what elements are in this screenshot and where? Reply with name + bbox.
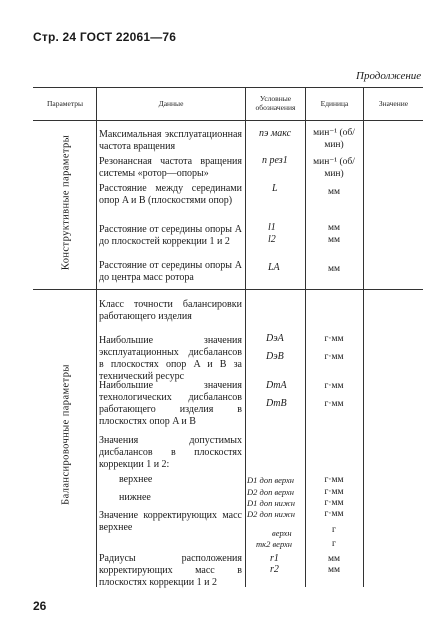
row-radius-symbol-2: r2 [270, 564, 279, 575]
row-technological-unbalance-text: Наибольшие значения технологических дисбалансов работающего изделия в плоскостях опор A и B [99, 380, 242, 427]
row-radius-unit-2: мм [327, 565, 341, 575]
row-mass-symbol-2: mк2 верхн [256, 539, 293, 549]
row-technological-unbalance-symbol-2: DтB [266, 398, 287, 409]
col-divider-2 [245, 87, 246, 587]
row-perm-symbol-4: D2 доп нижн [247, 509, 296, 519]
row-perm-symbol-2: D2 доп верхн [247, 487, 294, 497]
row-perm-unit-4: г·мм [324, 509, 344, 519]
row-distance-corr-symbol-2: l2 [268, 234, 276, 245]
group-balance-label: Балансировочные параметры [60, 364, 72, 505]
row-accuracy-class-text: Класс точности балансировки работающего изделия [99, 299, 242, 322]
col-divider-1 [96, 87, 97, 587]
row-resonance-symbol: n рез1 [262, 155, 288, 166]
row-perm-symbol-1: D1 доп верхн [247, 475, 294, 485]
row-operational-unbalance-symbol-1: DэA [266, 333, 284, 344]
row-operational-unbalance-symbol-2: DэB [266, 351, 284, 362]
row-operational-unbalance-unit-2: г·мм [324, 352, 344, 362]
group-construct-label: Конструктивные параметры [60, 134, 72, 271]
row-max-speed-symbol: nэ макс [259, 128, 292, 139]
row-max-speed-unit: мин⁻¹ (об/мин) [313, 128, 355, 150]
row-mass-unit-2: г [332, 539, 336, 549]
row-distance-corr-symbol-1: l1 [268, 222, 276, 233]
row-mass-center-symbol: LA [268, 262, 280, 273]
continuation-label: Продолжение [356, 70, 422, 82]
row-mass-center-text: Расстояние от середины опоры A до центра масс ротора [99, 260, 242, 283]
row-distance-ab-text: Расстояние между серединами опор A и B (плоскостями опор) [99, 183, 242, 206]
row-distance-corr-text: Расстояние от середины опоры A до плоскостей коррекции 1 и 2 [99, 224, 242, 247]
row-technological-unbalance-unit-2: г·мм [324, 399, 344, 409]
row-operational-unbalance-text: Наибольшие значения эксплуатационных дисбалансов в плоскостях опор A и B за технический ресурс [99, 335, 242, 382]
row-perm-unit-3: г·мм [324, 498, 344, 508]
row-mass-symbol-1: верхн [272, 528, 292, 538]
row-resonance-text: Резонансная частота вращения системы «ротор—опоры» [99, 156, 242, 179]
row-distance-ab-symbol: L [272, 183, 278, 194]
group-divider [33, 289, 423, 290]
page-header: Стр. 24 ГОСТ 22061—76 [33, 30, 177, 44]
row-distance-ab-unit: мм [327, 187, 341, 197]
row-upper-label: верхнее [119, 474, 153, 485]
row-radius-symbol-1: r1 [270, 553, 279, 564]
row-perm-unit-1: г·мм [324, 475, 344, 485]
row-operational-unbalance-unit-1: г·мм [324, 334, 344, 344]
header-params: Параметры [46, 99, 84, 108]
header-symbols: Условные обозначения [255, 94, 296, 112]
row-correcting-mass-text: Значение корректирующих масс верхнее [99, 510, 242, 533]
row-technological-unbalance-symbol-1: DтA [266, 380, 287, 391]
row-distance-corr-unit-1: мм [327, 223, 341, 233]
row-mass-unit-1: г [332, 525, 336, 535]
page-number: 26 [33, 599, 47, 613]
table-header-rule [33, 120, 423, 121]
row-radius-text: Радиусы расположения корректирующих масс в плоскостях коррекции 1 и 2 [99, 553, 242, 588]
row-technological-unbalance-unit-1: г·мм [324, 381, 344, 391]
row-lower-label: нижнее [119, 492, 151, 503]
header-value: Значение [378, 99, 409, 108]
col-divider-4 [363, 87, 364, 587]
row-mass-center-unit: мм [327, 264, 341, 274]
header-unit: Единица [320, 99, 349, 108]
row-max-speed-text: Максимальная эксплуатационная частота вращения [99, 129, 242, 152]
row-resonance-unit: мин⁻¹ (об/мин) [313, 157, 355, 179]
row-permissible-unbalance-text: Значения допустимых дисбалансов в плоскостях коррекции 1 и 2: [99, 435, 242, 470]
row-perm-unit-2: г·мм [324, 487, 344, 497]
row-distance-corr-unit-2: мм [327, 235, 341, 245]
header-data: Данные [158, 99, 184, 108]
row-radius-unit-1: мм [327, 554, 341, 564]
row-perm-symbol-3: D1 доп нижн [247, 498, 296, 508]
table-top-rule [33, 87, 423, 88]
